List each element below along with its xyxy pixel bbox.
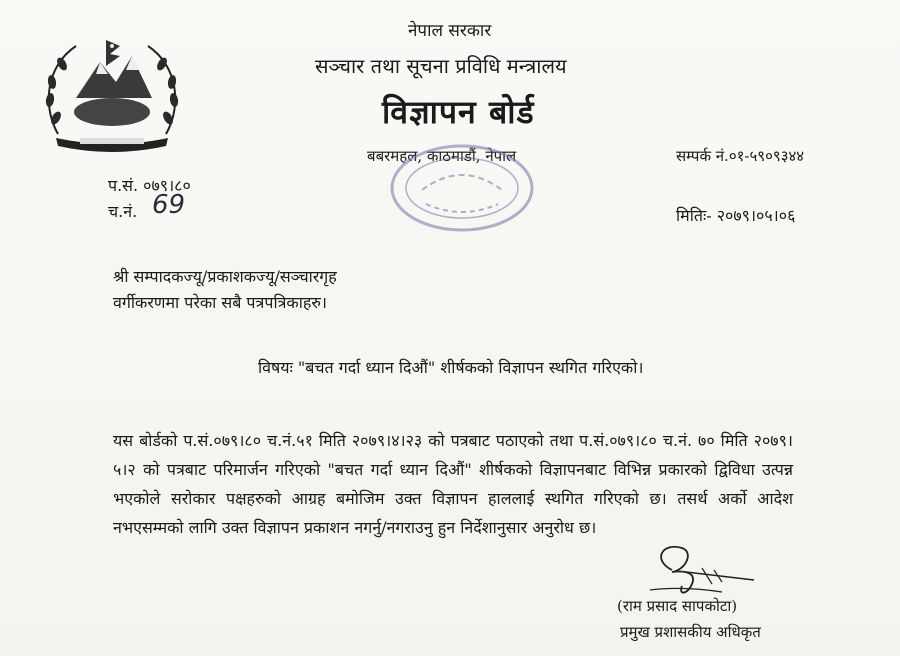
office-address: बबरमहल, काठमाडौं, नेपाल: [367, 147, 517, 165]
signature-icon: [642, 540, 764, 604]
board-name: विज्ञापन बोर्ड: [382, 93, 535, 131]
nepal-emblem-icon: [36, 26, 188, 154]
contact-number: सम्पर्क नं.०१-५९०९३४४: [676, 147, 805, 165]
ministry-name: सञ्चार तथा सूचना प्रविधि मन्त्रालय: [315, 54, 567, 78]
letter-subject: विषयः "बचत गर्दा ध्यान दिऔं" शीर्षकको विज्ञापन स्थगित गरिएको।: [258, 358, 644, 377]
office-stamp-icon: [382, 140, 542, 236]
signatory-title: प्रमुख प्रशासकीय अधिकृत: [620, 623, 761, 641]
recipient-line-1: श्री सम्पादकज्यू/प्रकाशकज्यू/सञ्चारगृह: [113, 267, 337, 286]
recipient-line-2: वर्गीकरणमा परेका सबै पत्रपत्रिकाहरु।: [113, 293, 327, 312]
signatory-name: (राम प्रसाद सापकोटा): [617, 597, 738, 615]
letter-date: मितिः- २०७९।०५।०६: [676, 206, 796, 225]
government-name: नेपाल सरकार: [408, 21, 492, 41]
reference-cn-label: च.नं.: [108, 202, 138, 221]
reference-ps: प.सं. ०७९।८०: [108, 176, 191, 195]
reference-cn-handwritten: 69: [152, 190, 186, 220]
letter-body: यस बोर्डको प.सं.०७९।८० च.नं.५१ मिति २०७९।४।२३ को पत्रबाट पठाएको तथा प.सं.०७९।८० च.नं. ७० मिति २०७९।५।२ को पत्रबाट परिमार्जन गरिएको "बचत गर्दा ध्यान दिऔं" शीर्षकको विज्ञापनबाट विभिन्न प्रकारको द्विविधा उत्पन्न भएकोले सरोकार पक्षहरुको आग्रह बमोजिम उक्त विज्ञापन हाललाई स्थगित गरिएको छ। तसर्थ अर्को आदेश नभएसम्मको लागि उक्त विज्ञापन प्रकाशन नगर्नु/नगराउनु हुन निर्देशानुसार अनुरोध छ।: [113, 431, 793, 537]
